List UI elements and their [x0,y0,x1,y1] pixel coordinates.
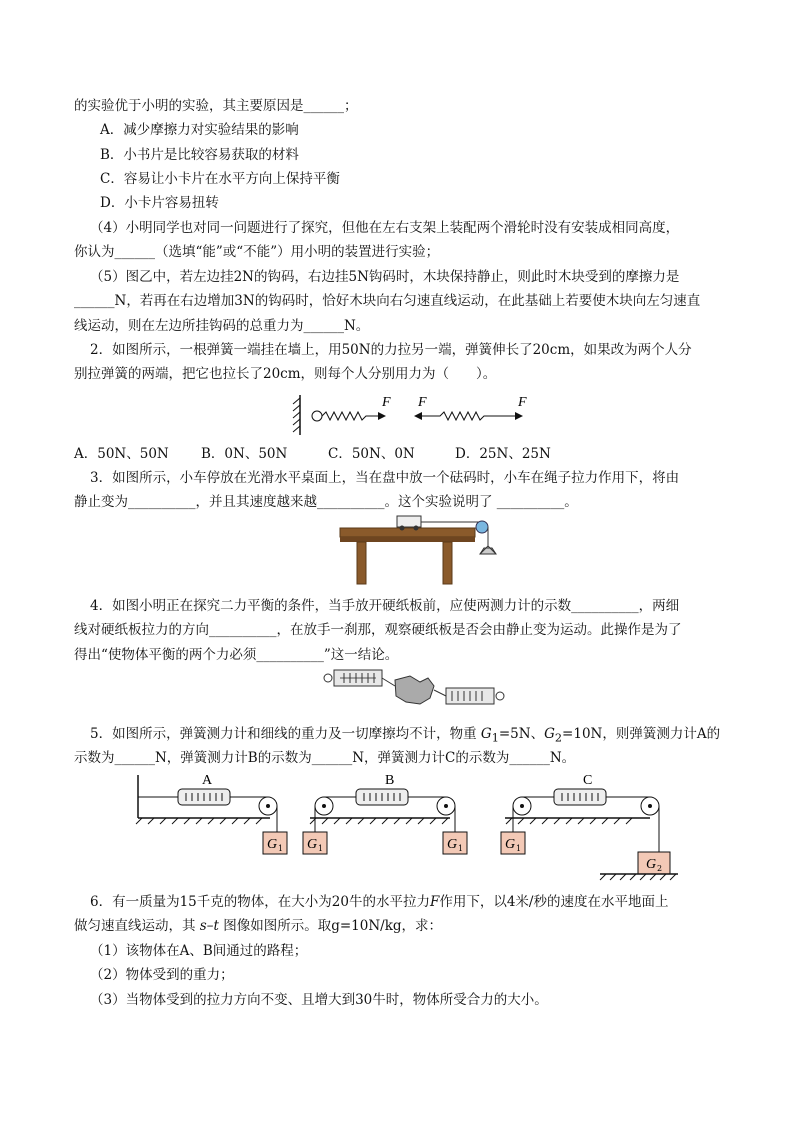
q3-line1: 3．如图所示，小车停放在光滑水平桌面上，当在盘中放一个砝码时，小车在绳子拉力作用下，将由 [90,470,680,486]
svg-text:1: 1 [516,844,522,853]
q2-options [74,444,582,464]
q2-line1: 2．如图所示，一根弹簧一端挂在墙上，用50N的力拉另一端，弹簧伸长了20cm，如果改为两个人分 [90,342,692,358]
label-a: A [202,773,213,788]
force-label-2: F [418,395,427,410]
svg-text:2: 2 [657,864,663,873]
label-g1-b-right: G [447,837,458,852]
q1-part4-line1: （4）小明同学也对同一问题进行了探究，但他在左右支架上装配两个滑轮时没有安装成相同高度， [90,220,680,236]
q2-option-d: D．25N、25N [455,446,551,462]
q2-line2: 别拉弹簧的两端，把它也拉长了20cm，则每个人分别用力为（ ）。 [74,366,497,382]
q6-item-1: （1）该物体在A、B间通过的路程； [90,943,308,959]
q2-option-a: A．50N、50N [74,446,169,462]
svg-text:1: 1 [278,844,284,853]
q6-item-3: （3）当物体受到的拉力方向不变、且增大到30牛时，物体所受合力的大小。 [90,992,548,1008]
q1-option-d: D．小卡片容易扭转 [100,195,219,211]
label-g1-c: G [505,837,516,852]
label-g2: G [646,857,657,872]
svg-text:1: 1 [318,844,324,853]
cart-table-figure [335,510,505,588]
force-label-3: F [518,395,527,410]
q1-part5-line2: ______N，若再在右边增加3N的钩码时，恰好木块向右匀速直线运动，在此基础上若要使木块向左匀速直 [74,293,701,309]
q4-line3: 得出“使物体平衡的两个力必须__________”这一结论。 [74,647,399,663]
q2-option-c: C．50N、0N [328,446,415,462]
q4-line2: 线对硬纸板拉力的方向__________，在放手一刹那，观察硬纸板是否会由静止变为运动。此操作是为了 [74,622,682,638]
q1-option-a: A．减少摩擦力对实验结果的影响 [100,122,299,138]
q1-part4-line2: 你认为______（选填“能”或“不能”）用小明的装置进行实验； [74,244,440,260]
cardboard-figure [320,664,510,714]
q6-line1: 6．有一质量为15千克的物体，在大小为20牛的水平拉力F作用下，以4米/秒的速度在水平地面上 [90,894,669,910]
q1-part5-line3: 线运动，则在左边所挂钩码的总重力为______N。 [74,318,370,334]
label-g1-a: G [267,837,278,852]
q1-option-c: C．容易让小卡片在水平方向上保持平衡 [100,171,340,187]
svg-text:1: 1 [458,844,464,853]
q5-line1: 5．如图所示，弹簧测力计和细线的重力及一切摩擦均不计，物重 $G_1=5N$、$G_2=10N$，则弹簧测力计A的 [90,726,721,745]
q4-line1: 4．如图小明正在探究二力平衡的条件，当手放开硬纸板前，应使两测力计的示数__________，两细 [90,598,680,614]
label-c: C [583,773,593,788]
q1-option-b: B．小书片是比较容易获取的材料 [100,147,299,163]
spring-figure [290,390,540,440]
q1-intro: 的实验优于小明的实验，其主要原因是______； [74,98,358,114]
q1-part5-line1: （5）图乙中，若左边挂2N的钩码，右边挂5N钩码时，木块保持静止，则此时木块受到的摩擦力是 [90,269,680,285]
pulley-figure [120,770,680,882]
q3-line2: 静止变为__________，并且其速度越来越__________。这个实验说明了 __________。 [74,494,578,510]
q6-item-2: （2）物体受到的重力； [90,967,234,983]
label-b: B [385,773,395,788]
label-g1-b-left: G [307,837,318,852]
q5-line2: 示数为______N，弹簧测力计B的示数为______N，弹簧测力计C的示数为______N。 [74,750,576,766]
force-label-1: F [382,395,391,410]
q2-option-b: B．0N、50N [201,446,288,462]
q6-line2: 做匀速直线运动，其 s–t 图像如图所示。取g=10N/kg，求： [74,918,443,934]
